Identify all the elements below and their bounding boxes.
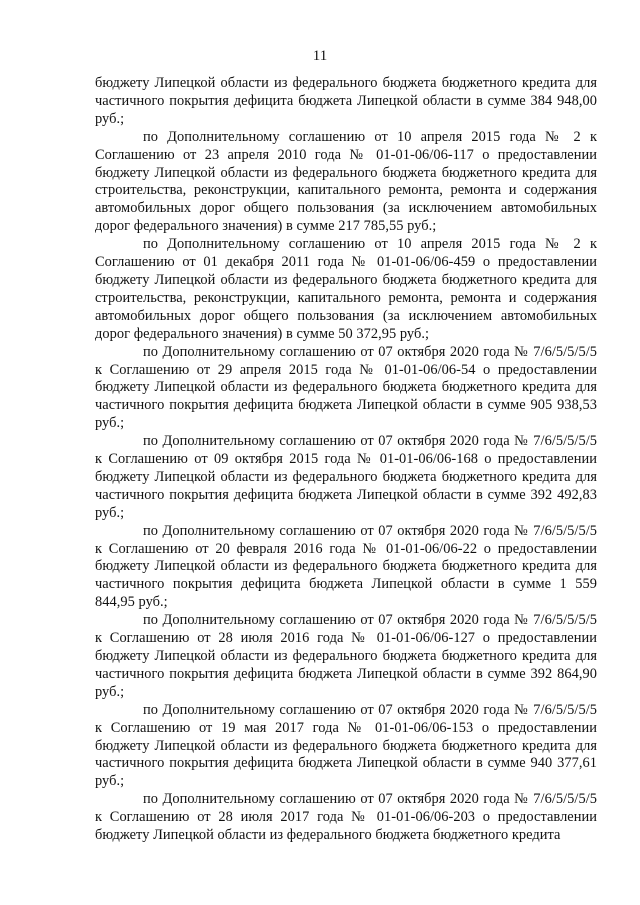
paragraph-agreement-2016-22: по Дополнительному соглашению от 07 октября 2020 года № 7/6/5/5/5/5 к Соглашению от 20 февраля 2016 года № 01-01-06/06-22 о предоставлении бюджету Липецкой области из федерального бюджета бюджетного кредита для частичного покрытия дефицита бюджета Липецкой области в сумме 1 559 844,95 руб.; (95, 522, 597, 611)
paragraph-agreement-2017-203: по Дополнительному соглашению от 07 октября 2020 года № 7/6/5/5/5/5 к Соглашению от 28 июля 2017 года № 01-01-06/06-203 о предоставлении бюджету Липецкой области из федерального бюджета бюджетного кредита (95, 791, 597, 844)
paragraph-continuation: бюджету Липецкой области из федерального бюджета бюджетного кредита для частичного покрытия дефицита бюджета Липецкой области в сумме 384 948,00 руб.; (95, 75, 597, 127)
paragraph-agreement-2017-153: по Дополнительному соглашению от 07 октября 2020 года № 7/6/5/5/5/5 к Соглашению от 19 мая 2017 года № 01-01-06/06-153 о предоставлении бюджету Липецкой области из федерального бюджета бюджетного кредита для частичного покрытия дефицита бюджета Липецкой области в сумме 940 377,61 руб.; (95, 701, 597, 790)
paragraph-agreement-2011-459: по Дополнительному соглашению от 10 апреля 2015 года № 2 к Соглашению от 01 декабря 2011 года № 01-01-06/06-459 о предоставлении бюджету Липецкой области из федерального бюджета бюджетного кредита для строительства, реконструкции, капитального ремонта, ремонта и содержания автомобильных дорог общего пользования (за исключением автомобильных дорог федерального значения) в сумме 50 372,95 руб.; (95, 236, 597, 342)
paragraph-agreement-2010-117: по Дополнительному соглашению от 10 апреля 2015 года № 2 к Соглашению от 23 апреля 2010 года № 01-01-06/06-117 о предоставлении бюджету Липецкой области из федерального бюджета бюджетного кредита для строительства, реконструкции, капитального ремонта, ремонта и содержания автомобильных дорог общего пользования (за исключением автомобильных дорог федерального значения) в сумме 217 785,55 руб.; (95, 128, 597, 235)
page-number: 11 (312, 48, 328, 64)
paragraph-agreement-2015-54: по Дополнительному соглашению от 07 октября 2020 года № 7/6/5/5/5/5 к Соглашению от 29 апреля 2015 года № 01-01-06/06-54 о предоставлении бюджету Липецкой области из федерального бюджета бюджетного кредита для частичного покрытия дефицита бюджета Липецкой области в сумме 905 938,53 руб.; (95, 343, 597, 432)
paragraph-agreement-2016-127: по Дополнительному соглашению от 07 октября 2020 года № 7/6/5/5/5/5 к Соглашению от 28 июля 2016 года № 01-01-06/06-127 о предоставлении бюджету Липецкой области из федерального бюджета бюджетного кредита для частичного покрытия дефицита бюджета Липецкой области в сумме 392 864,90 руб.; (95, 612, 597, 700)
paragraph-agreement-2015-168: по Дополнительному соглашению от 07 октября 2020 года № 7/6/5/5/5/5 к Соглашению от 09 октября 2015 года № 01-01-06/06-168 о предоставлении бюджету Липецкой области из федерального бюджета бюджетного кредита для частичного покрытия дефицита бюджета Липецкой области в сумме 392 492,83 руб.; (95, 433, 597, 521)
document-body (95, 75, 597, 845)
